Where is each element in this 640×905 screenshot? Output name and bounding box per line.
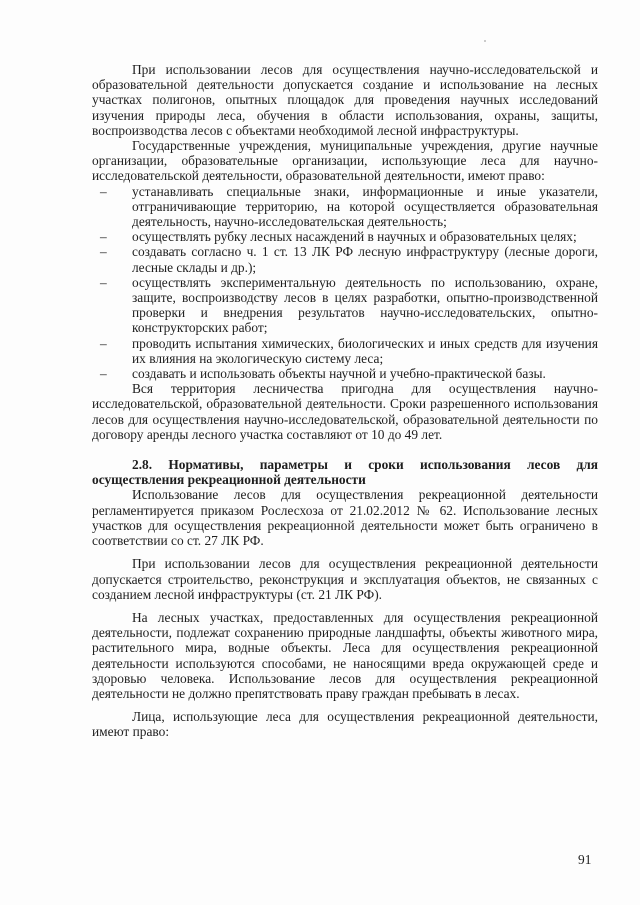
- page-number: 91: [578, 852, 592, 867]
- scan-speck: [484, 40, 486, 42]
- list-item: [92, 184, 598, 230]
- list-item-text: осуществлять экспериментальную деятельность по использованию, охране, защите, воспроизводству лесов в целях разработки, опытно-производственной проверки и внедрения результатов научно-исследовательских, опытно-конструкторских работ;: [132, 274, 598, 336]
- list-dash: –: [100, 335, 107, 351]
- list-dash: –: [100, 183, 107, 199]
- list-item: [92, 336, 598, 366]
- paragraph: Лица, использующие леса для осуществления рекреационной деятельности, имеют право:: [92, 709, 598, 740]
- list-dash: –: [100, 274, 107, 290]
- list-item: [92, 229, 598, 244]
- paragraph: Вся территория лесничества пригодна для осуществления научно-исследовательской, образовательной деятельности. Сроки разрешенного использования лесов для осуществления научно-исследовательской, образовательной деятельности по договору аренды лесного участка составляют от 10 до 49 лет.: [92, 381, 598, 442]
- list-item-text: создавать согласно ч. 1 ст. 13 ЛК РФ лесную инфраструктуру (лесные дороги, лесные склады и др.);: [132, 244, 598, 275]
- list-item: [92, 244, 598, 274]
- paragraph: Государственные учреждения, муниципальные учреждения, другие научные организации, образовательные организации, использующие леса для научно-исследовательской деятельности, образовательной деятельности, имеют право:: [92, 138, 598, 184]
- paragraph-gap: [92, 602, 598, 610]
- page-content: [92, 62, 598, 740]
- list-dash: –: [100, 244, 107, 260]
- paragraph: Использование лесов для осуществления рекреационной деятельности регламентируется приказом Рослесхоза от 21.02.2012 № 62. Использование лесных участков для осуществления рекреационной деятельности может быть ограничено в соответствии со ст. 27 ЛК РФ.: [92, 487, 598, 549]
- list-dash: –: [100, 229, 107, 245]
- paragraph-gap: [92, 548, 598, 556]
- paragraph: При использовании лесов для осуществления рекреационной деятельности допускается строительство, реконструкция и эксплуатация объектов, не связанных с созданием лесной инфраструктуры (ст. 21 ЛК РФ).: [92, 556, 598, 602]
- paragraph-gap: [92, 701, 598, 709]
- section-heading: 2.8. Нормативы, параметры и сроки использования лесов для осуществления рекреационной деятельности: [92, 457, 598, 488]
- list-item-text: устанавливать специальные знаки, информационные и иные указатели, отграничивающие территорию, на которой осуществляется образовательная деятельность, научно-исследовательская деятельность;: [132, 183, 598, 230]
- paragraph: При использовании лесов для осуществления научно-исследовательской и образовательной деятельности допускается создание и использование на лесных участках полигонов, опытных площадок для проведения научных исследований изучения природы леса, обучения в области использования, охраны, защиты, воспроизводства лесов с объектами необходимой лесной инфраструктуры.: [92, 62, 598, 138]
- list-item: [92, 366, 598, 381]
- list-item: [92, 275, 598, 336]
- list-item-text: осуществлять рубку лесных насаждений в научных и образовательных целях;: [132, 229, 577, 245]
- paragraph: На лесных участках, предоставленных для осуществления рекреационной деятельности, подлежат сохранению природные ландшафты, объекты животного мира, растительного мира, водные объекты. Леса для осуществления рекреационной деятельности используются способами, не наносящими вреда окружающей среде и здоровью человека. Использование лесов для осуществления рекреационной деятельности не должно препятствовать праву граждан пребывать в лесах.: [92, 609, 598, 701]
- list-item-text: создавать и использовать объекты научной и учебно-практической базы.: [132, 366, 546, 382]
- list-dash: –: [100, 366, 107, 382]
- list-item-text: проводить испытания химических, биологических и иных средств для изучения их влияния на экологическую систему леса;: [132, 335, 598, 366]
